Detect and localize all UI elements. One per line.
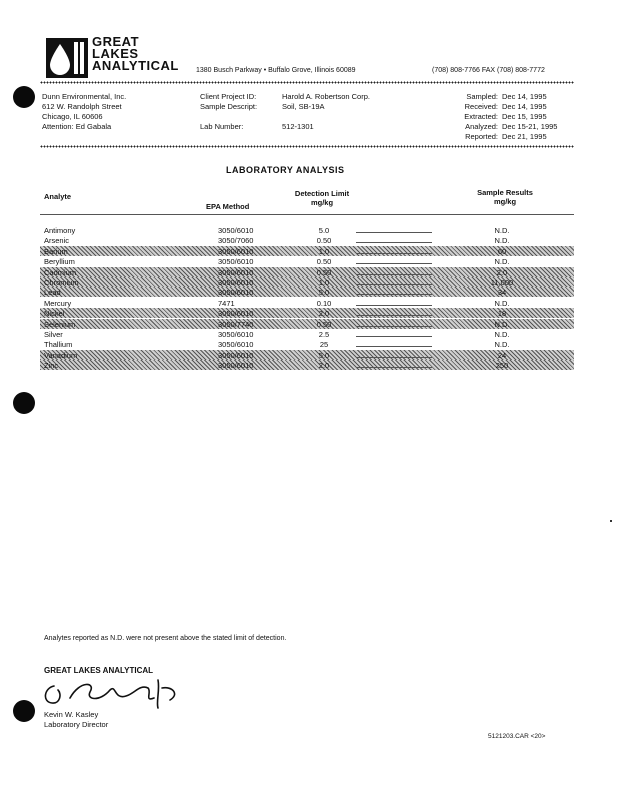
col-detection-limit [289, 189, 355, 207]
detection-limit-cell: 25 [319, 340, 329, 350]
detection-limit-cell: 0.50 [316, 267, 332, 277]
epa-method-cell: 7471 [218, 298, 235, 308]
date-values [502, 92, 557, 142]
company-phone: (708) 808-7766 FAX (708) 808-7772 [432, 67, 545, 74]
analyte-cell: Lead [44, 288, 61, 298]
analyte-cell: Selenium [44, 319, 76, 329]
reported-date: Dec 21, 1995 [502, 132, 547, 141]
analyte-cell: Barium [44, 246, 68, 256]
sample-result-cell: 11,000 [490, 278, 514, 287]
sample-descript-value: Soil, SB-19A [282, 102, 325, 111]
detection-limit-cell: 2.0 [318, 361, 330, 371]
result-leader-line [356, 315, 432, 316]
epa-method-cell: 3050/6010 [218, 350, 254, 360]
result-leader-line [356, 336, 432, 337]
epa-method-cell: 3050/6010 [218, 309, 254, 319]
punch-hole-bottom [13, 700, 35, 722]
sample-result-cell: 18 [497, 309, 507, 319]
detection-limit-cell: 1.0 [318, 246, 330, 256]
epa-method-cell: 3050/7060 [218, 236, 254, 246]
analyte-cell: Vanadium [44, 350, 78, 360]
analyte-cell: Chromium [44, 278, 79, 287]
detection-limit-cell: 5.0 [318, 226, 330, 235]
col-sample-results-line1: Sample Results [477, 188, 533, 197]
signatory-name: Kevin W. Kasley [44, 710, 99, 719]
lab-number-value: 512-1301 [282, 122, 314, 131]
extracted-label: Extracted: [464, 112, 498, 121]
result-leader-line [356, 357, 432, 358]
analyte-cell: Nickel [44, 309, 65, 319]
result-leader-line [356, 284, 432, 285]
sample-descript-label: Sample Descript: [200, 102, 258, 111]
client-block [42, 92, 126, 132]
company-logo-text [92, 36, 179, 72]
header-rule [40, 81, 574, 84]
received-label: Received: [464, 102, 498, 111]
epa-method-cell: 3050/6010 [218, 361, 254, 371]
client-city: Chicago, IL 60606 [42, 112, 103, 121]
result-leader-line [356, 232, 432, 233]
sample-result-cell: N.D. [494, 340, 510, 350]
reported-label: Reported: [465, 132, 498, 141]
col-epa-method: EPA Method [206, 202, 250, 211]
epa-method-cell: 3050/6010 [218, 340, 254, 350]
analyzed-label: Analyzed: [465, 122, 498, 131]
info-rule [40, 145, 574, 148]
client-project-value: Harold A. Robertson Corp. [282, 92, 370, 101]
sample-result-cell: 60 [497, 246, 507, 256]
detection-limit-cell: 1.0 [318, 278, 330, 287]
client-attention: Attention: Ed Gabala [42, 122, 112, 131]
result-leader-line [356, 305, 432, 306]
sample-result-cell: N.D. [494, 319, 510, 329]
detection-limit-cell: 2.0 [318, 309, 330, 319]
punch-hole-top [13, 86, 35, 108]
analyte-cell: Thallium [44, 340, 73, 350]
signatory-title: Laboratory Director [44, 720, 109, 729]
water-drop-logo-icon [46, 38, 88, 78]
sample-result-cell: N.D. [494, 257, 510, 267]
analyzed-date: Dec 15-21, 1995 [502, 122, 558, 131]
result-leader-line [356, 242, 432, 243]
sample-result-cell: N.D. [494, 298, 510, 308]
signature-company: GREAT LAKES ANALYTICAL [44, 666, 154, 675]
detection-limit-cell: 0.10 [316, 298, 332, 308]
detection-limit-cell: 2.5 [318, 330, 330, 339]
epa-method-cell: 3050/6010 [218, 278, 254, 287]
logo-line-1: GREAT [92, 34, 140, 49]
col-sample-results [468, 188, 542, 206]
sample-result-cell: N.D. [494, 226, 510, 235]
epa-method-cell: 3050/6010 [218, 288, 254, 298]
detection-limit-cell: 0.50 [316, 236, 332, 246]
lab-number-label: Lab Number: [200, 122, 244, 131]
epa-method-cell: 3050/6010 [218, 267, 254, 277]
project-labels [200, 92, 257, 132]
logo-line-2: LAKES [92, 46, 139, 61]
date-labels [450, 92, 498, 142]
client-name: Dunn Environmental, Inc. [42, 92, 127, 101]
received-date: Dec 14, 1995 [502, 102, 547, 111]
analyte-cell: Beryllium [44, 257, 75, 267]
analyte-cell: Arsenic [44, 236, 70, 246]
sample-result-cell: 34 [497, 288, 507, 298]
sample-result-cell: 250 [495, 361, 509, 371]
epa-method-cell: 3050/6010 [218, 330, 254, 339]
header-underline [40, 214, 574, 215]
col-analyte: Analyte [44, 192, 72, 201]
col-detection-limit-line1: Detection Limit [294, 189, 350, 198]
extracted-date: Dec 15, 1995 [502, 112, 547, 121]
punch-hole-middle [13, 392, 35, 414]
client-project-label: Client Project ID: [200, 92, 257, 101]
report-title: LABORATORY ANALYSIS [226, 165, 345, 175]
epa-method-cell: 3050/6010 [218, 246, 254, 256]
logo-line-3: ANALYTICAL [92, 58, 179, 73]
sampled-date: Dec 14, 1995 [502, 92, 547, 101]
sampled-label: Sampled: [466, 92, 498, 101]
epa-method-cell: 3050/6010 [218, 257, 254, 267]
sample-result-cell: N.D. [494, 236, 510, 246]
scan-mark [610, 520, 612, 522]
analyte-cell: Mercury [44, 298, 72, 308]
col-sample-results-unit: mg/kg [493, 197, 517, 206]
result-leader-line [356, 346, 432, 347]
detection-limit-cell: 0.50 [316, 257, 332, 267]
result-leader-line [356, 367, 432, 368]
result-leader-line [356, 253, 432, 254]
handwritten-signature [40, 676, 190, 710]
footnote: Analytes reported as N.D. were not present above the stated limit of detection. [44, 635, 287, 642]
client-street: 612 W. Randolph Street [42, 102, 122, 111]
epa-method-cell: 3050/6010 [218, 226, 254, 235]
analyte-cell: Zinc [44, 361, 59, 371]
analyte-cell: Antimony [44, 226, 76, 235]
detection-limit-cell: 5.0 [318, 288, 330, 298]
result-leader-line [356, 326, 432, 327]
detection-limit-cell: 0.50 [316, 319, 332, 329]
sample-result-cell: 2.0 [496, 267, 508, 277]
document-id: 5121203.CAR <20> [488, 733, 546, 740]
signatory-block [44, 710, 108, 730]
sample-result-cell: N.D. [494, 330, 510, 339]
result-leader-line [356, 294, 432, 295]
col-detection-limit-unit: mg/kg [310, 198, 334, 207]
result-leader-line [356, 274, 432, 275]
company-address: 1380 Busch Parkway • Buffalo Grove, Illinois 60089 [196, 67, 356, 74]
analyte-cell: Silver [44, 330, 63, 339]
result-leader-line [356, 263, 432, 264]
sample-result-cell: 24 [497, 350, 507, 360]
project-values [282, 92, 370, 132]
analyte-cell: Cadmium [44, 267, 77, 277]
detection-limit-cell: 5.0 [318, 350, 330, 360]
epa-method-cell: 3050/7740 [218, 319, 254, 329]
